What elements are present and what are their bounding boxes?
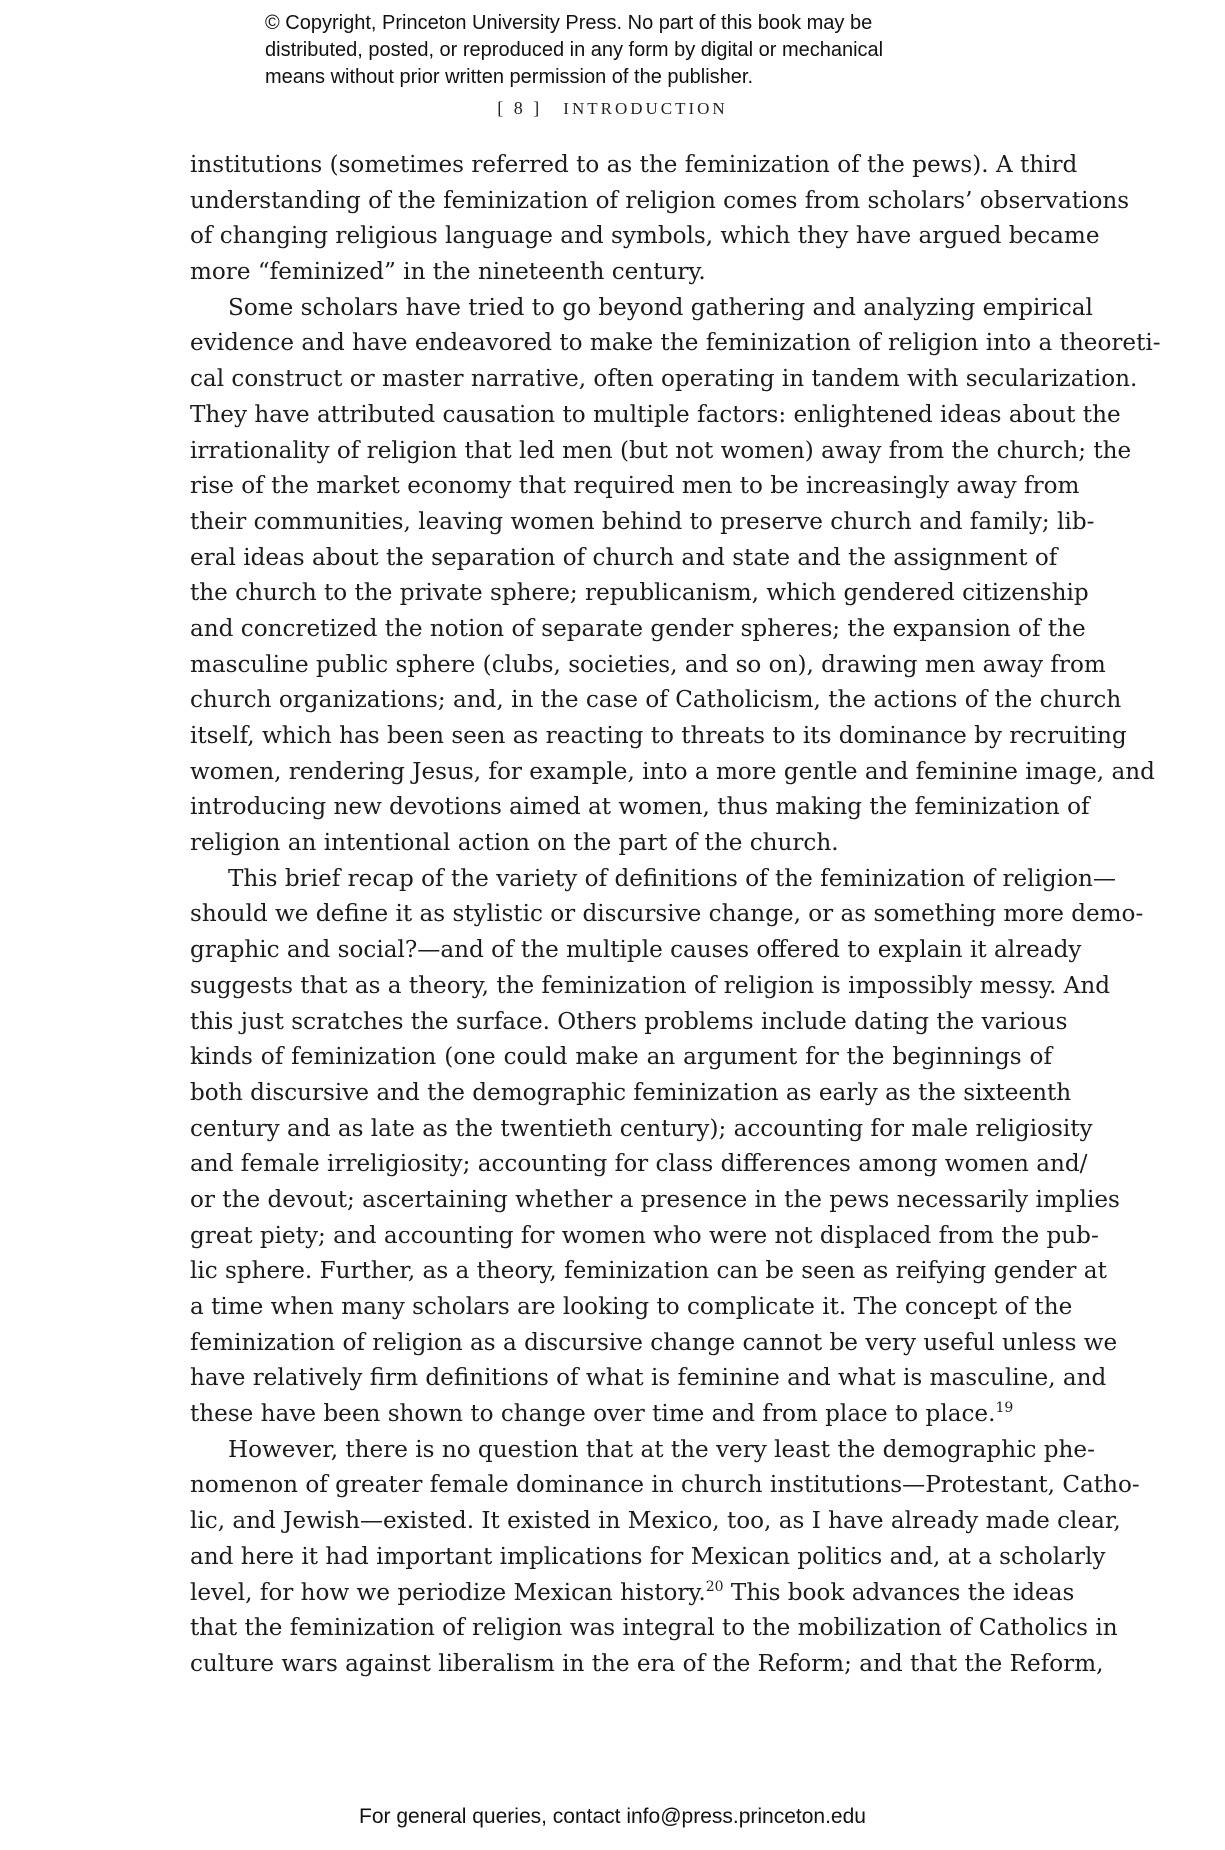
text-line: and here it had important implications for Mexican politics and, at a scholarly (190, 1543, 1106, 1570)
text-line: and female irreligiosity; accounting for class differences among women and/ (190, 1151, 1088, 1178)
text-line: lic sphere. Further, as a theory, feminization can be seen as reifying gender at (190, 1258, 1107, 1285)
text-line: lic, and Jewish—existed. It existed in Mexico, too, as I have already made clear, (190, 1508, 1121, 1535)
paragraph (190, 1433, 1140, 1683)
text-line (190, 1576, 1075, 1612)
text-line: suggests that as a theory, the feminization of religion is impossibly messy. And (190, 972, 1110, 999)
text-line: understanding of the feminization of religion comes from scholars’ observations (190, 187, 1130, 214)
footnote-ref[interactable]: 19 (995, 1400, 1014, 1417)
text-line: kinds of feminization (one could make an argument for the beginnings of (190, 1044, 1052, 1071)
text-line: religion an intentional action on the part of the church. (190, 830, 839, 857)
text-segment: these have been shown to change over time and from place to place. (190, 1401, 996, 1428)
text-line: church organizations; and, in the case of Catholicism, the actions of the church (190, 687, 1122, 714)
text-line: both discursive and the demographic feminization as early as the sixteenth (190, 1079, 1072, 1106)
text-segment: This book advances the ideas (723, 1579, 1075, 1606)
footnote-ref[interactable]: 20 (705, 1578, 724, 1595)
text-line: great piety; and accounting for women who were not displaced from the pub- (190, 1222, 1099, 1249)
text-line: have relatively firm definitions of what is feminine and what is masculine, and (190, 1365, 1107, 1392)
text-line: a time when many scholars are looking to complicate it. The concept of the (190, 1294, 1073, 1320)
text-segment: level, for how we periodize Mexican history. (190, 1579, 706, 1606)
text-line: women, rendering Jesus, for example, into a more gentle and feminine image, and (190, 758, 1155, 785)
text-line: feminization of religion as a discursive change cannot be very useful unless we (190, 1329, 1118, 1356)
page-number: [ 8 ] (497, 98, 543, 118)
text-line: nomenon of greater female dominance in church institutions—Protestant, Catho- (190, 1472, 1140, 1499)
text-line: masculine public sphere (clubs, societies, and so on), drawing men away from (190, 651, 1106, 678)
text-line: century and as late as the twentieth century); accounting for male religiosity (190, 1115, 1093, 1142)
footer-contact: For general queries, contact info@press.princeton.edu (359, 1805, 866, 1828)
text-line: their communities, leaving women behind to preserve church and family; lib- (190, 508, 1095, 535)
text-line: evidence and have endeavored to make the feminization of religion into a theoreti- (190, 330, 1161, 357)
text-line: the church to the private sphere; republicanism, which gendered citizenship (190, 580, 1089, 607)
text-line: or the devout; ascertaining whether a presence in the pews necessarily implies (190, 1186, 1120, 1213)
copyright-line: means without prior written permission of the publisher. (265, 66, 754, 88)
text-line: rise of the market economy that required men to be increasingly away from (190, 473, 1080, 500)
text-line: itself, which has been seen as reacting to threats to its dominance by recruiting (190, 723, 1127, 749)
text-line: that the feminization of religion was integral to the mobilization of Catholics in (190, 1615, 1118, 1642)
text-line: more “feminized” in the nineteenth century. (190, 259, 706, 286)
text-line: culture wars against liberalism in the era of the Reform; and that the Reform, (190, 1650, 1104, 1677)
text-line: of changing religious language and symbols, which they have argued became (190, 223, 1100, 250)
running-head (0, 98, 1225, 119)
text-line: this just scratches the surface. Others problems include dating the various (190, 1008, 1068, 1035)
paragraph (190, 291, 1161, 862)
text-line: Some scholars have tried to go beyond gathering and analyzing empirical (228, 294, 1093, 321)
text-line: cal construct or master narrative, often operating in tandem with secularization. (190, 366, 1138, 393)
paragraph (190, 862, 1144, 1433)
text-line: This brief recap of the variety of definitions of the feminization of religion— (228, 865, 1116, 892)
section-title: INTRODUCTION (563, 99, 728, 118)
text-line: should we define it as stylistic or discursive change, or as something more demo- (190, 901, 1144, 928)
text-line (190, 1397, 1052, 1433)
text-line: irrationality of religion that led men (but not women) away from the church; the (190, 437, 1132, 464)
text-line: However, there is no question that at the very least the demographic phe- (228, 1436, 1095, 1463)
body-text (190, 148, 1161, 1683)
text-line: and concretized the notion of separate gender spheres; the expansion of the (190, 615, 1086, 642)
copyright-line: distributed, posted, or reproduced in any form by digital or mechanical (265, 39, 884, 61)
text-line: They have attributed causation to multiple factors: enlightened ideas about the (190, 401, 1121, 428)
copyright-line: © Copyright, Princeton University Press. No part of this book may be (265, 12, 873, 34)
text-line: introducing new devotions aimed at women, thus making the feminization of (190, 794, 1090, 821)
paragraph (190, 148, 1130, 291)
text-line: eral ideas about the separation of church and state and the assignment of (190, 544, 1058, 571)
text-line: institutions (sometimes referred to as the feminization of the pews). A third (190, 152, 1078, 178)
text-line: graphic and social?—and of the multiple causes offered to explain it already (190, 937, 1082, 964)
copyright-notice (265, 10, 1005, 91)
